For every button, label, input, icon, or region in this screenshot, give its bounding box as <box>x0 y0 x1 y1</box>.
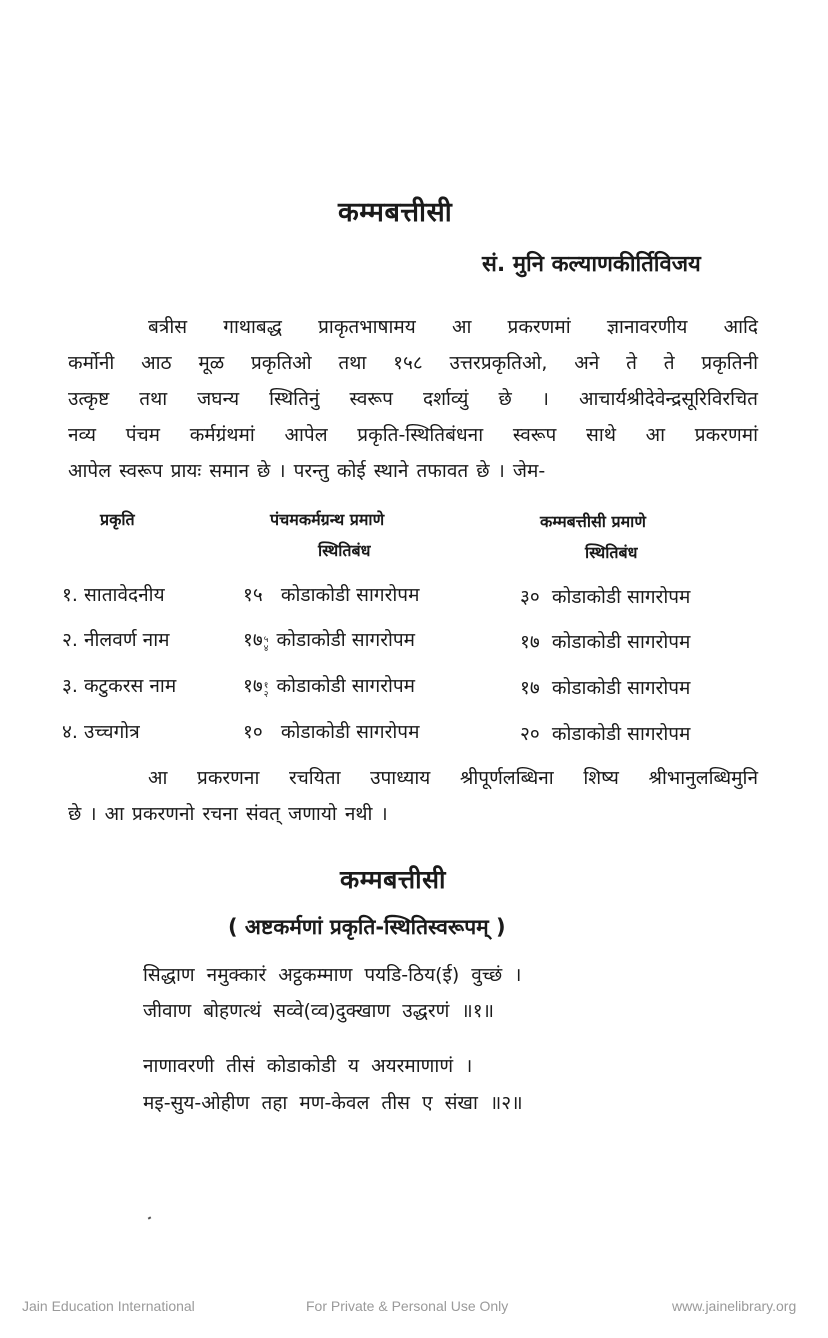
intro-line: नव्य पंचम कर्मग्रंथमां आपेल प्रकृति-स्थितिबंधना स्वरूप साथे आ प्रकरणमां <box>68 424 758 446</box>
fraction-numerator: १ <box>263 681 269 691</box>
table-cell-kammabattisi <box>520 674 690 702</box>
kamma-unit: कोडाकोडी सागरोपम <box>551 631 691 653</box>
intro-line: कर्मोनी आठ मूळ प्रकृतिओ तथा १५८ उत्तरप्रकृतिओ, अने ते ते प्रकृतिनी <box>68 352 758 374</box>
column-header-kammabattisi: कम्मबत्तीसी प्रमाणे <box>540 512 646 531</box>
kamma-unit: कोडाकोडी सागरोपम <box>551 586 691 608</box>
table-cell-karmagranth <box>243 718 419 746</box>
table-cell-karmagranth <box>243 626 415 654</box>
author-note-paragraph <box>68 760 758 832</box>
footer-website-link[interactable]: www.jainelibrary.org <box>672 1298 797 1314</box>
table-cell-kammabattisi <box>520 720 690 748</box>
verse-line: मइ-सुय-ओहीण तहा मण-केवल तीस ए संखा ॥२॥ <box>143 1092 523 1114</box>
note-line: छे । आ प्रकरणनो रचना संवत् जणायो नथी । <box>68 803 388 825</box>
scan-artifact <box>148 1216 152 1219</box>
column-header-prakriti: प्रकृति <box>100 510 135 529</box>
verse-line: जीवाण बोहणत्थं सव्वे(व्व)दुक्खाण उद्धरणं ॥१॥ <box>143 1000 495 1022</box>
kamma-unit: कोडाकोडी सागरोपम <box>551 677 691 699</box>
verse-line: नाणावरणी तीसं कोडाकोडी य अयरमाणाणं । <box>143 1055 473 1077</box>
karmagranth-unit: कोडाकोडी सागरोपम <box>276 675 416 697</box>
kamma-number: १७ <box>520 677 540 699</box>
table-cell-prakriti: २. नीलवर्ण नाम <box>62 629 170 651</box>
footer-usage-note: For Private & Personal Use Only <box>306 1298 509 1314</box>
editor-credit: सं. मुनि कल्याणकीर्तिविजय <box>482 252 701 277</box>
table-cell-kammabattisi <box>520 628 690 656</box>
kamma-number: २० <box>520 723 540 745</box>
table-cell-karmagranth <box>243 581 419 609</box>
column-header-karmagranth-sub: स्थितिबंध <box>318 541 371 560</box>
document-title: कम्मबत्तीसी <box>338 197 453 228</box>
karmagranth-unit: कोडाकोडी सागरोपम <box>280 721 420 743</box>
table-cell-karmagranth <box>243 672 415 700</box>
karmagranth-number: १७ <box>243 675 263 697</box>
karmagranth-unit: कोडाकोडी सागरोपम <box>280 584 420 606</box>
footer-publisher: Jain Education International <box>22 1298 195 1314</box>
fraction-numerator: ५ <box>263 635 269 645</box>
table-cell-prakriti: १. सातावेदनीय <box>62 584 165 606</box>
verse-line: सिद्धाण नमुक्कारं अट्ठकम्माण पयडि-ठिय(ई) वुच्छं । <box>143 964 522 986</box>
karmagranth-number: १५ <box>243 584 263 606</box>
intro-line: बत्रीस गाथाबद्ध प्राकृतभाषामय आ प्रकरणमां ज्ञानावरणीय आदि <box>148 316 758 338</box>
kamma-number: ३० <box>520 586 540 608</box>
fraction <box>264 636 269 654</box>
column-header-kammabattisi-sub: स्थितिबंध <box>585 543 638 562</box>
intro-line: आपेल स्वरूप प्रायः समान छे । परन्तु कोई स्थाने तफावत छे । जेम- <box>68 460 546 482</box>
column-header-karmagranth: पंचमकर्मग्रन्थ प्रमाणे <box>270 510 385 529</box>
fraction <box>264 682 269 700</box>
text-subtitle: ( अष्टकर्मणां प्रकृति-स्थितिस्वरूपम् ) <box>228 915 506 939</box>
note-line: आ प्रकरणना रचयिता उपाध्याय श्रीपूर्णलब्धिना शिष्य श्रीभानुलब्धिमुनि <box>148 767 758 789</box>
table-cell-kammabattisi <box>520 583 690 611</box>
karmagranth-unit: कोडाकोडी सागरोपम <box>276 629 416 651</box>
text-title: कम्मबत्तीसी <box>340 865 447 894</box>
karmagranth-number: १७ <box>243 629 263 651</box>
kamma-number: १७ <box>520 631 540 653</box>
table-cell-prakriti: ३. कटुकरस नाम <box>62 675 177 697</box>
fraction-denominator: ४ <box>263 644 269 654</box>
kamma-unit: कोडाकोडी सागरोपम <box>551 723 691 745</box>
intro-paragraph <box>68 309 758 489</box>
fraction-denominator: २ <box>263 690 269 700</box>
table-cell-prakriti: ४. उच्चगोत्र <box>62 721 140 743</box>
intro-line: उत्कृष्ट तथा जघन्य स्थितिनुं स्वरूप दर्शाव्युं छे । आचार्यश्रीदेवेन्द्रसूरिविरचित <box>68 388 758 410</box>
karmagranth-number: १० <box>243 721 263 743</box>
